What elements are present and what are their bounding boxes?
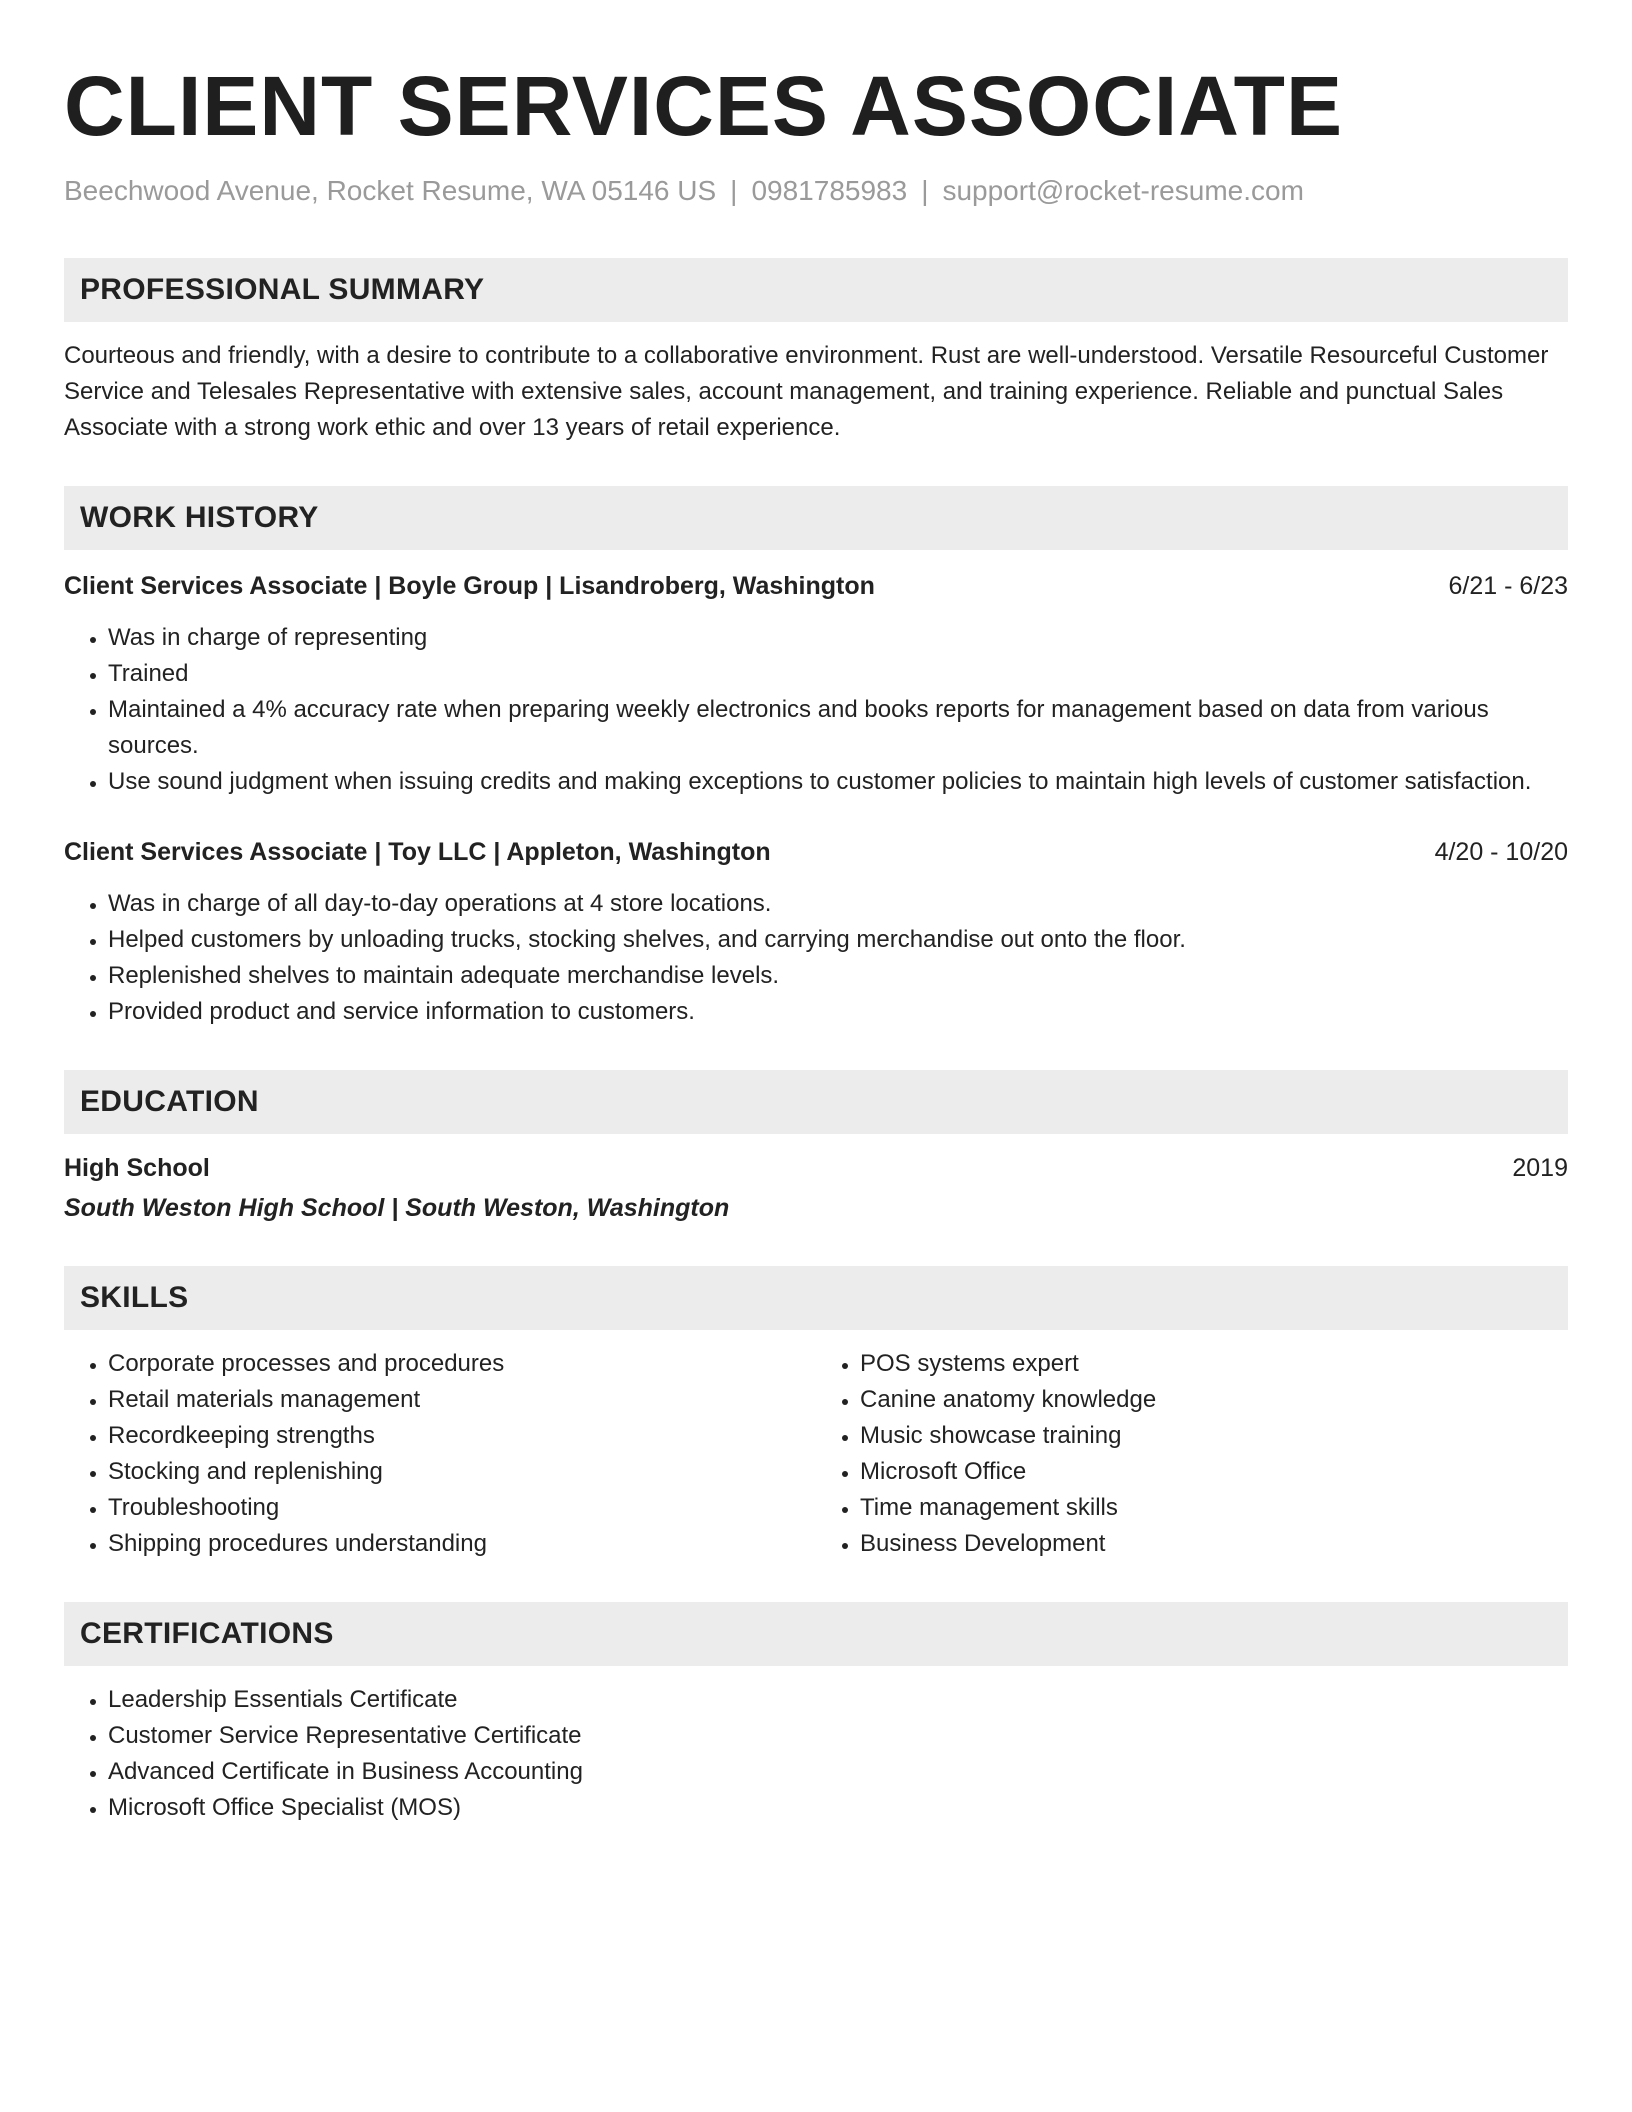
certifications-list — [64, 1682, 1568, 1826]
skill-item: • Microsoft Office — [860, 1454, 1568, 1490]
skill-item: • Stocking and replenishing — [108, 1454, 816, 1490]
contact-email: support@rocket-resume.com — [942, 175, 1304, 206]
job-bullet: • Provided product and service information to customers. — [108, 994, 1568, 1030]
skill-item: • Retail materials management — [108, 1382, 816, 1418]
section-heading-skills: SKILLS — [64, 1266, 1568, 1330]
job-entry — [64, 568, 1568, 800]
section-heading-work-history: WORK HISTORY — [64, 486, 1568, 550]
skill-item: • Time management skills — [860, 1490, 1568, 1526]
skill-item: • POS systems expert — [860, 1346, 1568, 1382]
job-bullet: • Use sound judgment when issuing credits and making exceptions to customer policies to maintain high levels of customer satisfaction. — [108, 764, 1568, 800]
job-entry — [64, 834, 1568, 1030]
summary-text: Courteous and friendly, with a desire to contribute to a collaborative environment. Rust are well-understood. Versatile Resourceful Customer Service and Telesales Representative with extensive sales, account management, and training experience. Reliable and punctual Sales Associate with a strong work ethic and over 13 years of retail experience. — [64, 342, 1549, 441]
skills-column-left — [64, 1346, 816, 1562]
education-header — [64, 1150, 1568, 1186]
job-bullet: • Helped customers by unloading trucks, stocking shelves, and carrying merchandise out onto the floor. — [108, 922, 1568, 958]
job-bullets — [64, 886, 1568, 1030]
section-heading-summary: PROFESSIONAL SUMMARY — [64, 258, 1568, 322]
job-bullet: • Maintained a 4% accuracy rate when preparing weekly electronics and books reports for management based on data from various sources. — [108, 692, 1568, 764]
skills-list — [64, 1346, 1568, 1562]
skill-item: • Corporate processes and procedures — [108, 1346, 816, 1382]
skill-item: • Music showcase training — [860, 1418, 1568, 1454]
job-dates: 6/21 - 6/23 — [1448, 572, 1568, 600]
contact-line — [64, 174, 1568, 208]
job-bullet: • Was in charge of representing — [108, 620, 1568, 656]
certification-item: • Customer Service Representative Certificate — [108, 1718, 1568, 1754]
education-degree: High School — [64, 1154, 210, 1182]
education-school: South Weston High School | South Weston, Washington — [64, 1194, 730, 1222]
job-bullet: • Trained — [108, 656, 1568, 692]
candidate-name: CLIENT SERVICES ASSOCIATE — [64, 59, 1343, 153]
certification-item: • Leadership Essentials Certificate — [108, 1682, 1568, 1718]
certification-item: • Advanced Certificate in Business Accounting — [108, 1754, 1568, 1790]
job-bullets — [64, 620, 1568, 800]
certification-bullets — [64, 1682, 1568, 1826]
contact-separator: | — [730, 175, 738, 206]
skill-item: • Shipping procedures understanding — [108, 1526, 816, 1562]
job-bullet: • Replenished shelves to maintain adequate merchandise levels. — [108, 958, 1568, 994]
section-heading-education: EDUCATION — [64, 1070, 1568, 1134]
job-header — [64, 834, 1568, 870]
job-title: Client Services Associate | Boyle Group | Lisandroberg, Washington — [64, 572, 875, 600]
skills-column-right — [816, 1346, 1568, 1562]
skill-item: • Canine anatomy knowledge — [860, 1382, 1568, 1418]
job-bullet: • Was in charge of all day-to-day operations at 4 store locations. — [108, 886, 1568, 922]
skills-bullets-right — [816, 1346, 1568, 1562]
job-header — [64, 568, 1568, 604]
job-dates: 4/20 - 10/20 — [1434, 838, 1568, 866]
certification-item: • Microsoft Office Specialist (MOS) — [108, 1790, 1568, 1826]
section-heading-certifications: CERTIFICATIONS — [64, 1602, 1568, 1666]
contact-address: Beechwood Avenue, Rocket Resume, WA 05146 US — [64, 175, 717, 206]
education-entry — [64, 1150, 1568, 1226]
contact-separator: | — [921, 175, 929, 206]
skills-bullets-left — [64, 1346, 816, 1562]
skill-item: • Troubleshooting — [108, 1490, 816, 1526]
job-title: Client Services Associate | Toy LLC | Appleton, Washington — [64, 838, 771, 866]
contact-phone: 0981785983 — [751, 175, 908, 206]
education-year: 2019 — [1512, 1154, 1568, 1182]
skill-item: • Business Development — [860, 1526, 1568, 1562]
skill-item: • Recordkeeping strengths — [108, 1418, 816, 1454]
